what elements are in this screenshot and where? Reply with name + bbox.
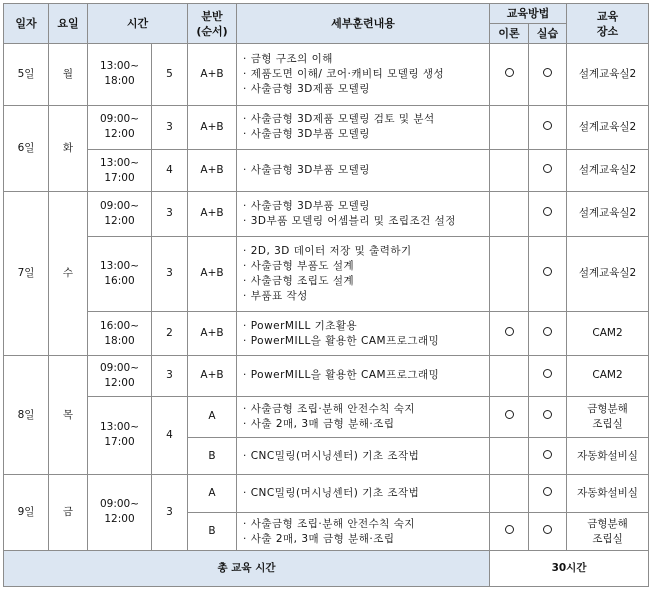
group-cell: A+B: [188, 105, 237, 149]
time-start: 09:00~: [99, 199, 140, 212]
place-cell: [567, 149, 649, 191]
group-cell: A+B: [188, 192, 237, 236]
weekday-cell: 금: [49, 475, 88, 551]
time-cell: [88, 475, 152, 551]
header-method: 교육방법: [490, 4, 567, 24]
content-cell: [237, 192, 490, 236]
place-cell: [567, 437, 649, 474]
weekday-cell: 목: [49, 356, 88, 475]
content-line: · 사출 2매, 3매 금형 분해·조립: [243, 532, 395, 545]
header-place-line1: 교육: [596, 9, 619, 23]
total-label: 총 교육 시간: [4, 550, 490, 586]
table-row: [4, 236, 649, 312]
place-line: 설계교육실2: [578, 67, 637, 80]
content-line: · 사출금형 3D부품 모델링: [243, 199, 370, 212]
theory-cell: [490, 149, 529, 191]
theory-mark-icon: [505, 68, 514, 77]
content-cell: [237, 513, 490, 550]
header-place: [567, 4, 649, 44]
theory-cell: [490, 312, 529, 356]
time-cell: [88, 356, 152, 396]
group-cell: B: [188, 513, 237, 550]
content-line: · 사출금형 3D제품 모델링: [243, 82, 370, 95]
hours-cell: 3: [152, 475, 188, 551]
time-start: 16:00~: [99, 319, 140, 332]
practice-mark-icon: [543, 164, 552, 173]
time-cell: [88, 44, 152, 105]
place-line: 설계교육실2: [578, 267, 637, 280]
place-line: CAM2: [592, 327, 623, 340]
theory-cell: [490, 513, 529, 550]
place-cell: [567, 312, 649, 356]
practice-mark-icon: [543, 207, 552, 216]
time-start: 13:00~: [99, 156, 140, 169]
content-line: · 사출금형 조립·분해 안전수칙 숙지: [243, 517, 416, 530]
practice-mark-icon: [543, 121, 552, 130]
header-place-line2: 장소: [596, 24, 619, 38]
practice-cell: [529, 396, 567, 437]
theory-cell: [490, 105, 529, 149]
table-row: [4, 192, 649, 236]
time-start: 09:00~: [99, 113, 140, 126]
theory-cell: [490, 192, 529, 236]
theory-mark-icon: [505, 410, 514, 419]
content-line: · 사출 2매, 3매 금형 분해·조립: [243, 417, 395, 430]
place-line: CAM2: [592, 369, 623, 382]
day-cell: 7일: [4, 192, 49, 356]
content-line: · 사출금형 3D제품 모델링 검토 및 분석: [243, 113, 435, 126]
hours-cell: 2: [152, 312, 188, 356]
content-cell: [237, 149, 490, 191]
table-row: [4, 356, 649, 396]
header-group: [188, 4, 237, 44]
practice-mark-icon: [543, 327, 552, 336]
table-row: [4, 312, 649, 356]
content-line: · CNC밀링(머시닝센터) 기초 조작법: [243, 449, 420, 462]
table-row: [4, 149, 649, 191]
time-end: 17:00: [104, 436, 135, 449]
group-cell: A: [188, 475, 237, 513]
place-cell: [567, 396, 649, 437]
time-end: 12:00: [104, 128, 135, 141]
weekday-cell: 화: [49, 105, 88, 192]
practice-mark-icon: [543, 369, 552, 378]
group-cell: A+B: [188, 236, 237, 312]
place-line: 조립실: [592, 417, 623, 430]
day-cell: 9일: [4, 475, 49, 551]
content-cell: [237, 396, 490, 437]
time-end: 17:00: [104, 171, 135, 184]
content-line: · 사출금형 부품도 설계: [243, 259, 355, 272]
time-cell: [88, 192, 152, 236]
content-cell: [237, 44, 490, 105]
weekday-cell: 수: [49, 192, 88, 356]
time-end: 12:00: [104, 214, 135, 227]
practice-cell: [529, 437, 567, 474]
group-cell: B: [188, 437, 237, 474]
content-line: · 2D, 3D 데이터 저장 및 출력하기: [243, 244, 412, 257]
total-row: [4, 550, 649, 586]
day-cell: 8일: [4, 356, 49, 475]
header-group-line2: (순서): [196, 24, 228, 38]
theory-cell: [490, 396, 529, 437]
hours-cell: 3: [152, 105, 188, 149]
content-line: · 3D부품 모델링 어셈블리 및 조립조건 설정: [243, 214, 456, 227]
place-cell: [567, 475, 649, 513]
header-theory: 이론: [490, 24, 529, 44]
place-line: 설계교육실2: [578, 120, 637, 133]
header-time: 시간: [88, 4, 188, 44]
content-cell: [237, 105, 490, 149]
practice-cell: [529, 356, 567, 396]
table-row: [4, 105, 649, 149]
group-cell: A+B: [188, 356, 237, 396]
theory-cell: [490, 44, 529, 105]
time-end: 16:00: [104, 274, 135, 287]
header-group-line1: 분반: [201, 9, 223, 23]
theory-cell: [490, 236, 529, 312]
theory-mark-icon: [505, 327, 514, 336]
theory-cell: [490, 475, 529, 513]
day-cell: 5일: [4, 44, 49, 105]
practice-mark-icon: [543, 487, 552, 496]
content-cell: [237, 356, 490, 396]
content-line: · 사출금형 조립·분해 안전수칙 숙지: [243, 402, 416, 415]
practice-mark-icon: [543, 410, 552, 419]
group-cell: A+B: [188, 312, 237, 356]
time-start: 13:00~: [99, 60, 140, 73]
practice-mark-icon: [543, 267, 552, 276]
content-line: · PowerMILL을 활용한 CAM프로그래밍: [243, 369, 440, 382]
hours-cell: 3: [152, 236, 188, 312]
group-cell: A+B: [188, 149, 237, 191]
practice-cell: [529, 44, 567, 105]
table-row: [4, 396, 649, 437]
time-cell: [88, 396, 152, 475]
place-line: 설계교육실2: [578, 164, 637, 177]
header-practice: 실습: [529, 24, 567, 44]
theory-cell: [490, 437, 529, 474]
place-line: 설계교육실2: [578, 207, 637, 220]
time-end: 12:00: [104, 513, 135, 526]
content-line: · 사출금형 3D부품 모델링: [243, 128, 370, 141]
day-cell: 6일: [4, 105, 49, 192]
place-cell: [567, 513, 649, 550]
group-cell: A+B: [188, 44, 237, 105]
place-line: 금형분해: [587, 517, 628, 530]
content-line: · PowerMILL을 활용한 CAM프로그래밍: [243, 334, 440, 347]
theory-mark-icon: [505, 525, 514, 534]
time-start: 13:00~: [99, 259, 140, 272]
weekday-cell: 월: [49, 44, 88, 105]
practice-cell: [529, 236, 567, 312]
table-row: [4, 475, 649, 513]
practice-mark-icon: [543, 68, 552, 77]
place-cell: [567, 236, 649, 312]
practice-cell: [529, 105, 567, 149]
training-schedule-table: [3, 3, 649, 587]
place-line: 자동화설비실: [577, 487, 638, 500]
content-line: · CNC밀링(머시닝센터) 기초 조작법: [243, 487, 420, 500]
content-cell: [237, 475, 490, 513]
total-hours: 30시간: [490, 550, 649, 586]
time-cell: [88, 105, 152, 149]
hours-cell: 5: [152, 44, 188, 105]
time-cell: [88, 149, 152, 191]
header-weekday: 요일: [49, 4, 88, 44]
content-line: · PowerMILL 기초활용: [243, 319, 358, 332]
time-cell: [88, 236, 152, 312]
place-cell: [567, 44, 649, 105]
time-end: 18:00: [104, 75, 135, 88]
table-row: [4, 44, 649, 105]
practice-cell: [529, 149, 567, 191]
time-end: 12:00: [104, 376, 135, 389]
practice-cell: [529, 475, 567, 513]
practice-cell: [529, 312, 567, 356]
theory-cell: [490, 356, 529, 396]
content-line: · 부품표 작성: [243, 289, 308, 302]
content-line: · 금형 구조의 이해: [243, 52, 333, 65]
hours-cell: 4: [152, 396, 188, 475]
practice-cell: [529, 513, 567, 550]
header-content: 세부훈련내용: [237, 4, 490, 44]
place-cell: [567, 192, 649, 236]
content-line: · 제품도면 이해/ 코어·캐비티 모델링 생성: [243, 67, 445, 80]
time-end: 18:00: [104, 334, 135, 347]
time-cell: [88, 312, 152, 356]
content-cell: [237, 236, 490, 312]
place-line: 조립실: [592, 532, 623, 545]
practice-mark-icon: [543, 450, 552, 459]
place-line: 금형분해: [587, 402, 628, 415]
content-line: · 사출금형 조립도 설계: [243, 274, 355, 287]
hours-cell: 3: [152, 192, 188, 236]
place-line: 자동화설비실: [577, 449, 638, 462]
group-cell: A: [188, 396, 237, 437]
content-line: · 사출금형 3D부품 모델링: [243, 164, 370, 177]
practice-mark-icon: [543, 525, 552, 534]
time-start: 09:00~: [99, 361, 140, 374]
content-cell: [237, 312, 490, 356]
header-day: 일자: [4, 4, 49, 44]
time-start: 09:00~: [99, 498, 140, 511]
place-cell: [567, 105, 649, 149]
time-start: 13:00~: [99, 421, 140, 434]
practice-cell: [529, 192, 567, 236]
hours-cell: 3: [152, 356, 188, 396]
place-cell: [567, 356, 649, 396]
hours-cell: 4: [152, 149, 188, 191]
content-cell: [237, 437, 490, 474]
